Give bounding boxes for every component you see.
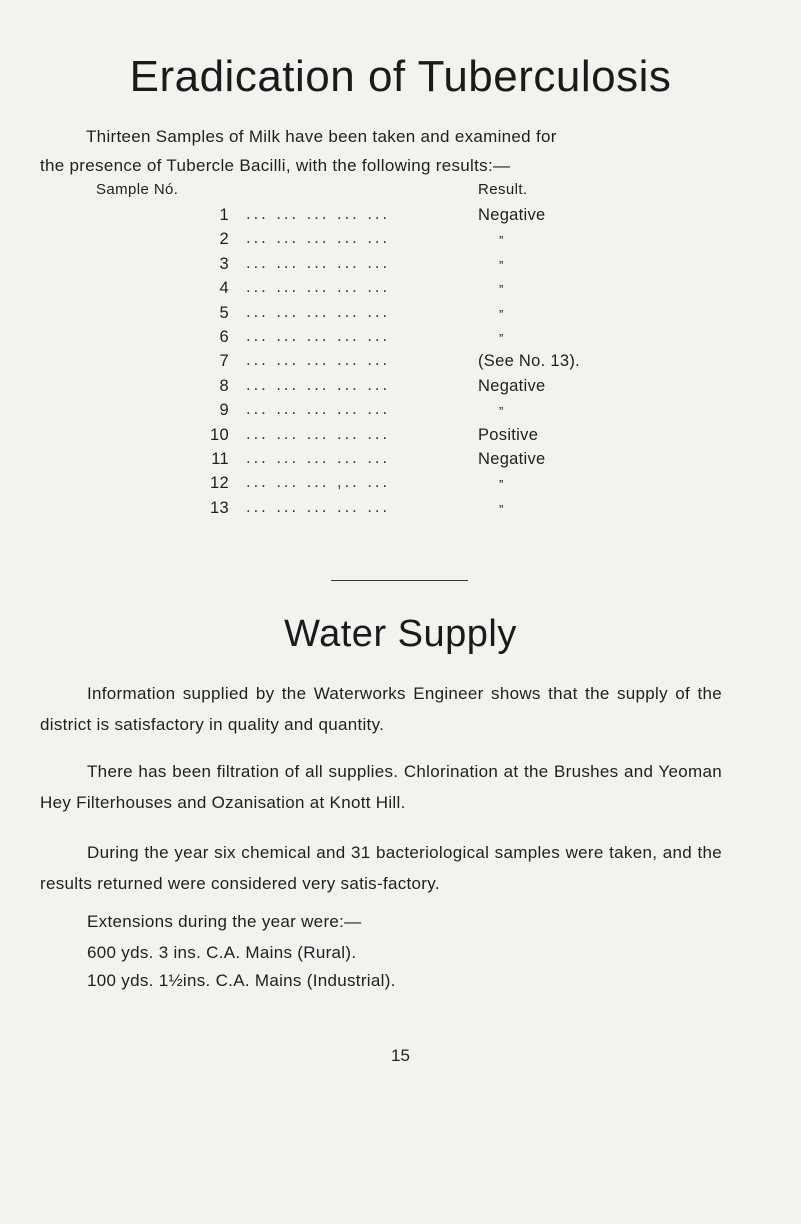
sample-number: 10 <box>210 425 229 444</box>
section-divider <box>331 580 468 581</box>
dot-leader: ... ... ... ... ... <box>246 253 391 272</box>
section-title-water-supply: Water Supply <box>284 613 517 655</box>
sample-number: 13 <box>210 498 229 517</box>
dot-leader: ... ... ... ... ... <box>246 326 391 345</box>
intro-line-2: the presence of Tubercle Bacilli, with the following results:— <box>40 156 511 175</box>
ditto-mark: ” <box>499 257 504 273</box>
sample-number: 9 <box>219 401 229 420</box>
page-number: 15 <box>391 1046 410 1065</box>
ditto-mark: ” <box>499 501 504 517</box>
table-row <box>96 426 656 450</box>
table-row <box>96 450 656 474</box>
table-row <box>96 255 656 279</box>
dot-leader: ... ... ... ... ... <box>246 375 391 394</box>
column-header-result: Result. <box>478 181 528 198</box>
paragraph-supply: Information supplied by the Waterworks Engineer shows that the supply of the district is satisfactory in quality and quantity. <box>40 684 722 734</box>
sample-number: 12 <box>210 474 229 493</box>
sample-result: Positive <box>478 425 539 444</box>
sample-number: 11 <box>211 449 229 468</box>
intro-paragraph <box>40 122 720 180</box>
sample-result: (See No. 13). <box>478 352 581 371</box>
extension-item: 100 yds. 1½ins. C.A. Mains (Industrial). <box>87 971 396 990</box>
table-row <box>96 474 656 498</box>
table-row <box>96 499 656 523</box>
dot-leader: ... ... ... ... ... <box>246 424 391 443</box>
dot-leader: ... ... ... ... ... <box>246 229 391 248</box>
sample-number: 6 <box>219 327 229 346</box>
dot-leader: ... ... ... ... ... <box>246 302 391 321</box>
extension-item: 600 yds. 3 ins. C.A. Mains (Rural). <box>87 943 357 962</box>
table-row <box>96 328 656 352</box>
results-table <box>96 206 656 523</box>
column-header-sample: Sample Nó. <box>96 181 179 198</box>
intro-line-1: Thirteen Samples of Milk have been taken and examined for <box>86 127 557 146</box>
dot-leader: ... ... ... ,.. ... <box>246 473 391 492</box>
sample-number: 7 <box>219 352 229 371</box>
table-row <box>96 401 656 425</box>
ditto-mark: ” <box>499 233 504 249</box>
page-title: Eradication of Tuberculosis <box>129 52 672 101</box>
sample-result: Negative <box>478 376 546 395</box>
sample-result: Negative <box>478 449 546 468</box>
table-row <box>96 377 656 401</box>
ditto-mark: ” <box>499 404 504 420</box>
ditto-mark: ” <box>499 330 504 346</box>
ditto-mark: ” <box>499 306 504 322</box>
table-row <box>96 304 656 328</box>
dot-leader: ... ... ... ... ... <box>246 278 391 297</box>
sample-number: 2 <box>219 230 229 249</box>
sample-result: Negative <box>478 206 546 224</box>
extensions-intro: Extensions during the year were:— <box>87 912 362 931</box>
table-row <box>96 352 656 376</box>
dot-leader: ... ... ... ... ... <box>246 448 391 467</box>
table-row <box>96 206 656 230</box>
table-row <box>96 230 656 254</box>
sample-number: 5 <box>219 303 229 322</box>
table-row <box>96 279 656 303</box>
dot-leader: ... ... ... ... ... <box>246 205 391 223</box>
sample-number: 8 <box>219 376 229 395</box>
ditto-mark: ” <box>499 282 504 298</box>
ditto-mark: ” <box>499 477 504 493</box>
paragraph-samples: During the year six chemical and 31 bacteriological samples were taken, and the results returned were considered very satis-factory. <box>40 843 722 893</box>
dot-leader: ... ... ... ... ... <box>246 351 391 370</box>
sample-number: 3 <box>219 254 229 273</box>
paragraph-filtration: There has been filtration of all supplies. Chlorination at the Brushes and Yeoman Hey Filterhouses and Ozanisation at Knott Hill. <box>40 762 722 812</box>
dot-leader: ... ... ... ... ... <box>246 400 391 419</box>
sample-number: 4 <box>219 279 229 298</box>
dot-leader: ... ... ... ... ... <box>246 497 391 516</box>
sample-number: 1 <box>219 206 229 224</box>
